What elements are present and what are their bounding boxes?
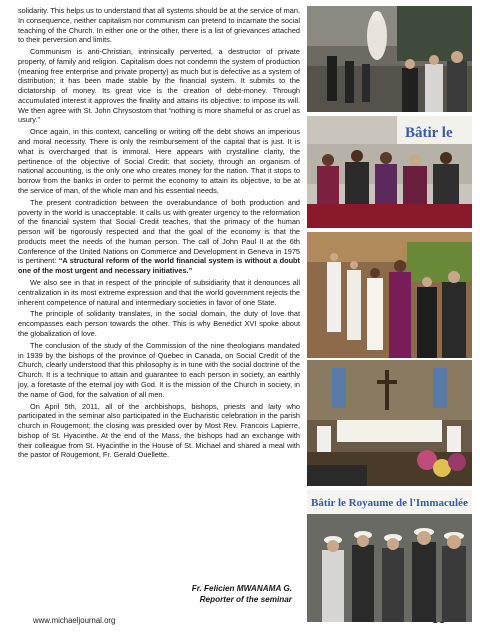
photo-pilgrims-banner	[307, 490, 472, 622]
signature-role: Reporter of the seminar	[199, 595, 292, 604]
article-paragraph: On April 5th, 2011, all of the archbishops, bishops, priests and laity who participated in the seminar also participated in the Eucharistic celebration in the parish church in Rougemont; the closing was presided over by Most Rev. Francois Lapierre, bishop of St. Hyacinthe. At the end of the Mass, the bishops had an exchange with their colleague from St. Hyacinthe in the House of St. Michael and shared a meal with the pastor of Rougemont, Fr. Gerald Ouellette.	[18, 401, 300, 460]
article-paragraph	[18, 198, 300, 276]
footer-website: www.michaeljournal.org	[33, 616, 116, 625]
article-text-column	[18, 6, 300, 462]
photo-procession	[307, 6, 472, 112]
article-paragraph: solidarity. This helps us to understand that all systems should be at the service of man. In consequence, neither capitalism nor communism can pretend to incarnate the social teaching of the Church. In either one or the other, there is a list of grievances attached to their perversion and limits.	[18, 6, 300, 45]
article-quote-bold: “A structural reform of the world financial system is without a doubt one of the most urgent and necessary initiatives.”	[18, 256, 300, 276]
photo-church-altar	[307, 360, 472, 486]
article-paragraph: We also see in that in respect of the principle of subsidiarity that it denounces all centralization in its most extreme expression and that the world government rejects the inherent competence of natural and intermediary societies in favor of one State.	[18, 278, 300, 307]
photo-banner-text: Bâtir le Royaume de l'Immaculée	[311, 497, 468, 509]
article-paragraph: The conclusion of the study of the Commission of the nine theologians mandated in 1939 by the bishops of the province of Quebec in Canada, on Social Credit of the Church, clearly understood that this philosophy is in tune with the social doctrine of the Church. It is a technique to attain and guarantee to each person in society, an earthly joy, a foretaste of the eternal joy with God. It is the mission of the Church in society, in the name of God, for the salvation of all men.	[18, 340, 300, 399]
article-paragraph: Once again, in this context, cancelling or writing off the debt shows an imperious and moral necessity. There is only the reimbursement of the capital that is just. It is what is overcharged that is immoral. Here appears with crystalline clarity, the pertinence of the objective of Social Credit: that society, through an organism of national accounting, is the only one who creates money for the nation. That it stops to borrow from the banks in order to permit the economy to attain its objective, to be at the service of man, of the whole man and his essential needs.	[18, 127, 300, 195]
article-paragraph-text: The present contradiction between the overabundance of both production and poverty in the world is unacceptable. It calls us with greater urgency to the reformation of the financial system that Social Credit teaches, that the primacy of the human person will be rigorously respected and that the goal of the economy is that the products meet the needs of the human person. The call of John Paul II at the 6th Conference of the United Nations on Commerce and Development in Geneva in 1975 is pertinent:	[18, 197, 300, 266]
signature-name: Fr. Felicien MWANAMA G.	[191, 584, 292, 593]
photo-banner-text: Bâtir le	[405, 125, 453, 141]
article-paragraph: Communism is anti-Christian, intrinsically perverted, a destructor of private property, of family and religion. Capitalism does not condemn the system of production (meaning free enterprise and private property) as much but is defective as a system of distribution; it has been made stable by the financial system. It submits to the dictatorship of money. Its great vice is the creation of debt-money. Through accumulated interest it approves the finality and attains its objective: to impose its will. We then agree with St. John Chrysostom that “nothing is more shameful or as cruel as usury.”	[18, 47, 300, 125]
photo-clergy-procession	[307, 232, 472, 358]
photo-bishops-table	[307, 116, 472, 228]
article-paragraph: The principle of solidarity translates, in the social domain, the duty of love that encompasses each person towards the other. This is why Benedict XVI spoke about the globalization of love.	[18, 309, 300, 338]
